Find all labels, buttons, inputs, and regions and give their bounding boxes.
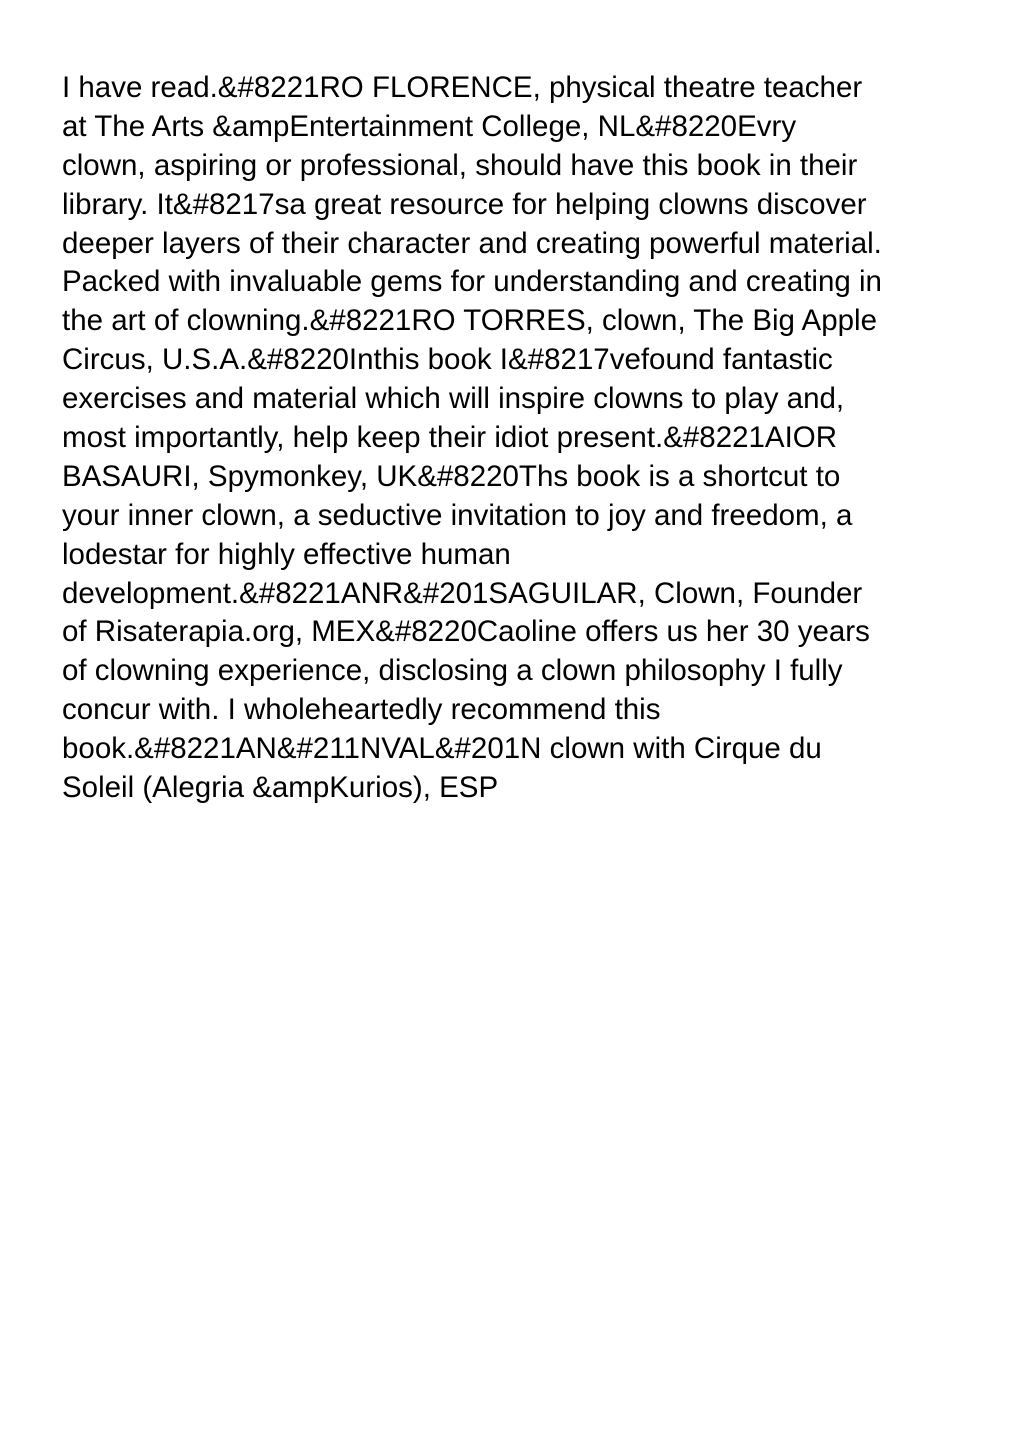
text-line: of Risaterapia.org, MEX&#8220Caoline offers us her 30 years bbox=[62, 615, 870, 649]
text-line: Circus, U.S.A.&#8220Inthis book I&#8217vefound fantastic bbox=[62, 343, 833, 377]
text-line: deeper layers of their character and creating powerful material. bbox=[62, 226, 882, 260]
text-line: most importantly, help keep their idiot present.&#8221AIOR bbox=[62, 421, 838, 455]
text-line: book.&#8221AN&#211NVAL&#201N clown with Cirque du bbox=[62, 732, 822, 766]
text-line: Packed with invaluable gems for understanding and creating in bbox=[62, 265, 882, 299]
text-line: lodestar for highly effective human bbox=[62, 537, 511, 571]
text-line: of clowning experience, disclosing a clown philosophy I fully bbox=[62, 654, 843, 688]
text-line: BASAURI, Spymonkey, UK&#8220Ths book is a shortcut to bbox=[62, 459, 841, 493]
text-line: at The Arts &ampEntertainment College, NL&#8220Evry bbox=[62, 109, 797, 143]
text-line: the art of clowning.&#8221RO TORRES, clown, The Big Apple bbox=[62, 304, 877, 338]
text-line: development.&#8221ANR&#201SAGUILAR, Clown, Founder bbox=[62, 576, 863, 610]
text-line: your inner clown, a seductive invitation to joy and freedom, a bbox=[62, 498, 853, 532]
testimonial-text-block bbox=[62, 69, 982, 808]
text-line: concur with. I wholeheartedly recommend this bbox=[62, 693, 661, 727]
text-line: exercises and material which will inspire clowns to play and, bbox=[62, 382, 845, 416]
text-line: Soleil (Alegria &ampKurios), ESP bbox=[62, 771, 499, 805]
text-line: I have read.&#8221RO FLORENCE, physical theatre teacher bbox=[62, 71, 863, 104]
text-line: clown, aspiring or professional, should have this book in their bbox=[62, 148, 858, 182]
text-line: library. It&#8217sa great resource for helping clowns discover bbox=[62, 187, 867, 221]
